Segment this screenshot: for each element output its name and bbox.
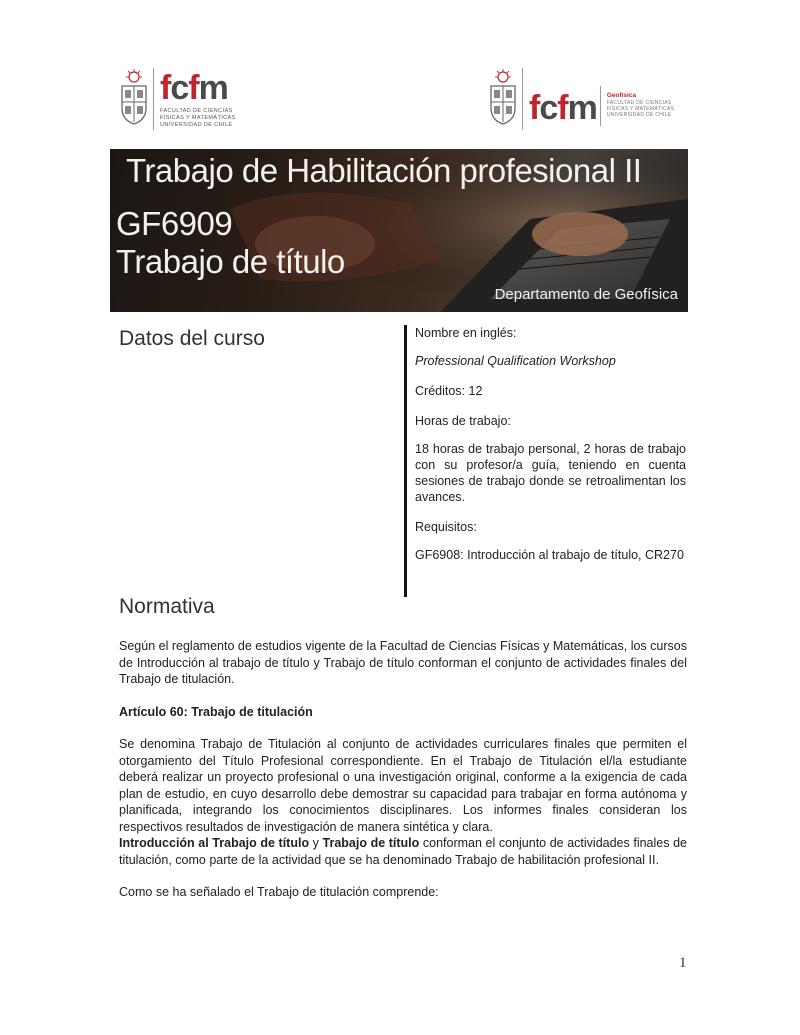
connector: y bbox=[309, 836, 323, 850]
fcfm-logo-left bbox=[118, 68, 236, 130]
page-number: 1 bbox=[679, 955, 687, 971]
banner-department: Departamento de Geofísica bbox=[494, 286, 678, 303]
english-name: Professional Qualification Workshop bbox=[415, 354, 616, 368]
geofisica-label: Geofísica bbox=[606, 92, 637, 99]
bold-trabajo: Trabajo de título bbox=[322, 836, 420, 850]
faculty-lines: FACULTAD DE CIENCIAS FÍSICAS Y MATEMÁTICAS UNIVERSIDAD DE CHILE bbox=[606, 100, 675, 118]
article-body: Se denomina Trabajo de Titulación al conjunto de actividades curriculares finales que permiten el otorgamiento del Título Profesional correspondiente. En el Trabajo de Titulación el/la estudiante deberá realizar un proyecto profesional o una investigación original, conforme a la exigencia de cada plan de estudio, en cuyo desarrollo debe demostrar su capacidad para trabajar en forma autónoma y planificada, integrando los conocimientos disciplinares. Los informes finales consideran los respectivos resultados de investigación de manera sintética y clara. bbox=[119, 737, 687, 834]
course-banner bbox=[110, 149, 688, 312]
titulacion-paragraph bbox=[119, 835, 687, 868]
logo-divider bbox=[153, 68, 154, 130]
credits: Créditos: 12 bbox=[415, 384, 483, 398]
hours-description: 18 horas de trabajo personal, 2 horas de trabajo con su profesor/a guía, teniendo en cuenta sesiones de trabajo donde se retroalimentan los avances. bbox=[415, 442, 686, 504]
normativa-heading: Normativa bbox=[119, 595, 215, 618]
closing-text: conforman el conjunto de actividades finales de titulación, como parte de la actividad que se ha denominado Trabajo de habilitación profesional II. bbox=[119, 836, 687, 867]
course-info-box bbox=[404, 325, 686, 597]
normativa-intro: Según el reglamento de estudios vigente de la Facultad de Ciencias Físicas y Matemáticas, los cursos de Introducción al trabajo de título y Trabajo de título conforman el conjunto de actividades finales del Trabajo de titulación. bbox=[119, 639, 687, 686]
logo-divider bbox=[600, 86, 601, 126]
requirements: GF6908: Introducción al trabajo de título, CR270 bbox=[415, 548, 684, 562]
fcfm-wordmark: fcfm bbox=[529, 89, 597, 127]
university-crest-icon bbox=[118, 68, 150, 126]
fcfm-geofisica-logo bbox=[487, 68, 674, 130]
final-line: Como se ha señalado el Trabajo de titulación comprende: bbox=[119, 885, 439, 899]
english-name-label: Nombre en inglés: bbox=[415, 326, 517, 340]
logo-divider bbox=[522, 68, 523, 130]
bold-intro: Introducción al Trabajo de título bbox=[119, 836, 310, 850]
hours-label: Horas de trabajo: bbox=[415, 414, 511, 428]
requirements-label: Requisitos: bbox=[415, 520, 477, 534]
course-code: GF6909 bbox=[116, 205, 233, 242]
university-crest-icon bbox=[487, 68, 519, 126]
article-title: Artículo 60: Trabajo de titulación bbox=[119, 704, 313, 719]
course-data-heading: Datos del curso bbox=[119, 327, 265, 350]
normativa-body bbox=[119, 638, 687, 901]
faculty-lines: FACULTAD DE CIENCIAS FÍSICAS Y MATEMÁTICAS UNIVERSIDAD DE CHILE bbox=[160, 108, 236, 128]
fcfm-wordmark: fcfm bbox=[160, 69, 228, 107]
banner-title: Trabajo de Habilitación profesional II bbox=[126, 152, 642, 189]
banner-subtitle: Trabajo de título bbox=[116, 243, 345, 280]
